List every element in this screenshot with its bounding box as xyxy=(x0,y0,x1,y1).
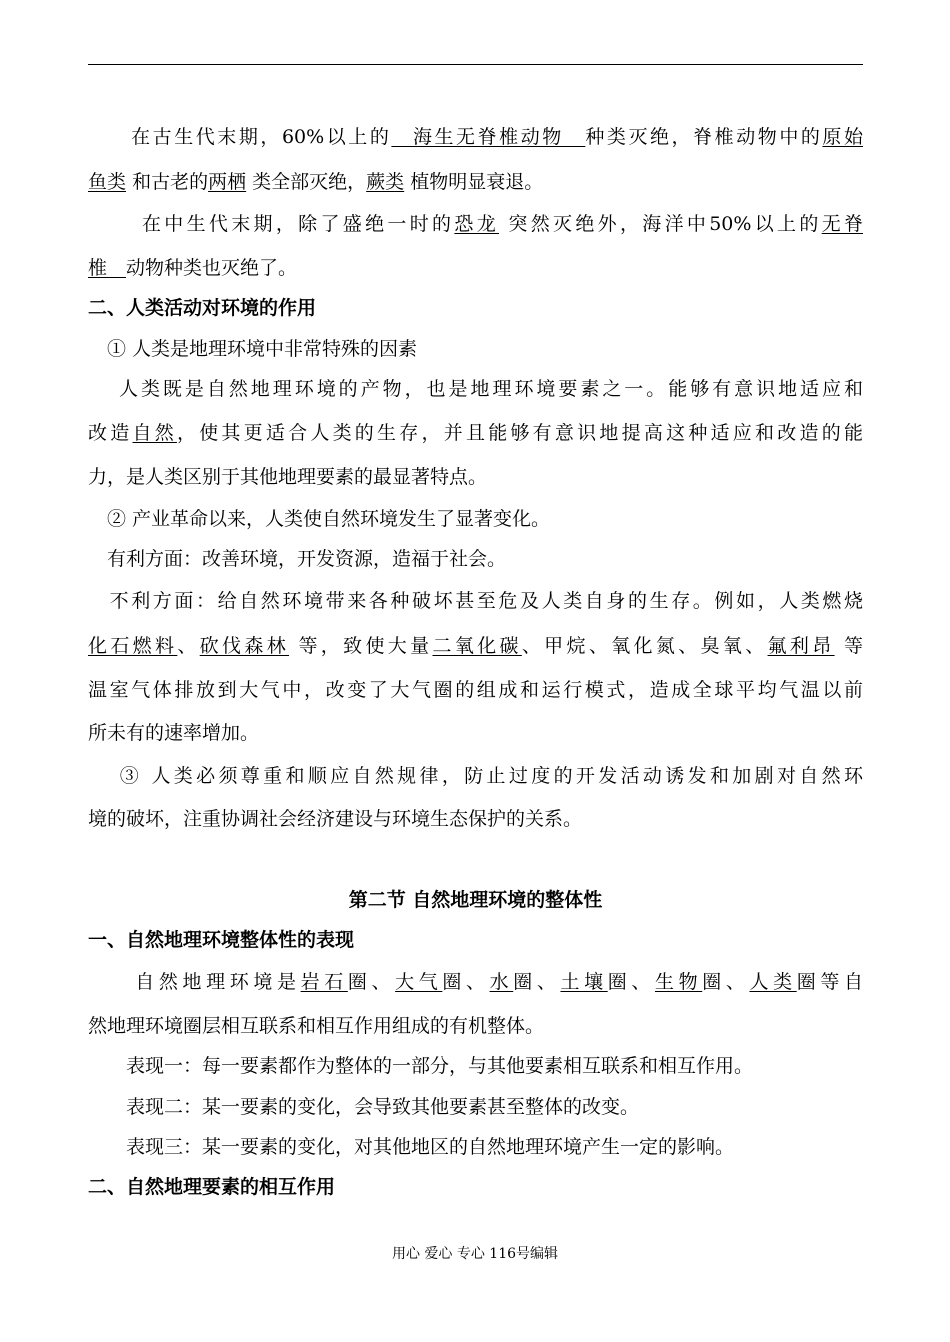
paragraph-unfavorable-line1: 不利方面：给自然环境带来各种破坏甚至危及人类自身的生存。例如，人类燃烧 xyxy=(88,590,863,612)
heading-element-interaction: 二、自然地理要素的相互作用 xyxy=(88,1176,336,1198)
paragraph-unfavorable-line3: 温室气体排放到大气中，改变了大气圈的组成和运行模式，造成全球平均气温以前 xyxy=(88,679,863,701)
paragraph-human-line2: 改造自然，使其更适合人类的生存，并且能够有意识地提高这种适应和改造的能 xyxy=(88,422,863,444)
section-title: 第二节 自然地理环境的整体性 xyxy=(348,889,603,911)
header-rule xyxy=(88,64,863,65)
heading-human-activity: 二、人类活动对环境的作用 xyxy=(88,297,317,319)
item-industrial-revolution: ② 产业革命以来，人类使自然环境发生了显著变化。 xyxy=(88,508,551,530)
paragraph-unfavorable-line2: 化石燃料、砍伐森林 等，致使大量二氧化碳、甲烷、氧化氮、臭氧、氟利昂 等 xyxy=(88,635,863,657)
item-human-special-factor: ① 人类是地理环境中非常特殊的因素 xyxy=(88,338,418,360)
paragraph-respect-nature-line2: 境的破坏，注重协调社会经济建设与环境生态保护的关系。 xyxy=(88,808,583,830)
paragraph-spheres-line1: 自然地理环境是岩石圈、大气圈、水圈、土壤圈、生物圈、人类圈等自 xyxy=(88,971,863,993)
paragraph-spheres-line2: 然地理环境圈层相互联系和相互作用组成的有机整体。 xyxy=(88,1015,545,1037)
favorable-aspects: 有利方面：改善环境，开发资源，造福于社会。 xyxy=(88,548,507,570)
manifestation-two: 表现二：某一要素的变化，会导致其他要素甚至整体的改变。 xyxy=(88,1096,640,1118)
paragraph-mesozoic-line2: 椎 动物种类也灭绝了。 xyxy=(88,257,298,279)
paragraph-human-line1: 人类既是自然地理环境的产物，也是地理环境要素之一。能够有意识地适应和 xyxy=(88,378,863,400)
paragraph-respect-nature-line1: ③ 人类必须尊重和顺应自然规律，防止过度的开发活动诱发和加剧对自然环 xyxy=(88,765,863,787)
heading-integrity-manifestation: 一、自然地理环境整体性的表现 xyxy=(88,929,355,951)
paragraph-paleozoic-line2: 鱼类 和古老的两栖 类全部灭绝，蕨类 植物明显衰退。 xyxy=(88,171,544,193)
paragraph-unfavorable-line4: 所未有的速率增加。 xyxy=(88,722,260,744)
paragraph-mesozoic-line1: 在中生代末期，除了盛绝一时的恐龙 突然灭绝外，海洋中50%以上的无脊 xyxy=(88,213,864,235)
page-footer: 用心 爱心 专心 116号编辑 xyxy=(391,1246,559,1262)
paragraph-paleozoic-line1: 在古生代末期，60%以上的 海生无脊椎动物 种类灭绝，脊椎动物中的原始 xyxy=(88,126,863,148)
manifestation-one: 表现一：每一要素都作为整体的一部分，与其他要素相互联系和相互作用。 xyxy=(88,1055,754,1077)
manifestation-three: 表现三：某一要素的变化，对其他地区的自然地理环境产生一定的影响。 xyxy=(88,1136,735,1158)
paragraph-human-line3: 力，是人类区别于其他地理要素的最显著特点。 xyxy=(88,466,488,488)
